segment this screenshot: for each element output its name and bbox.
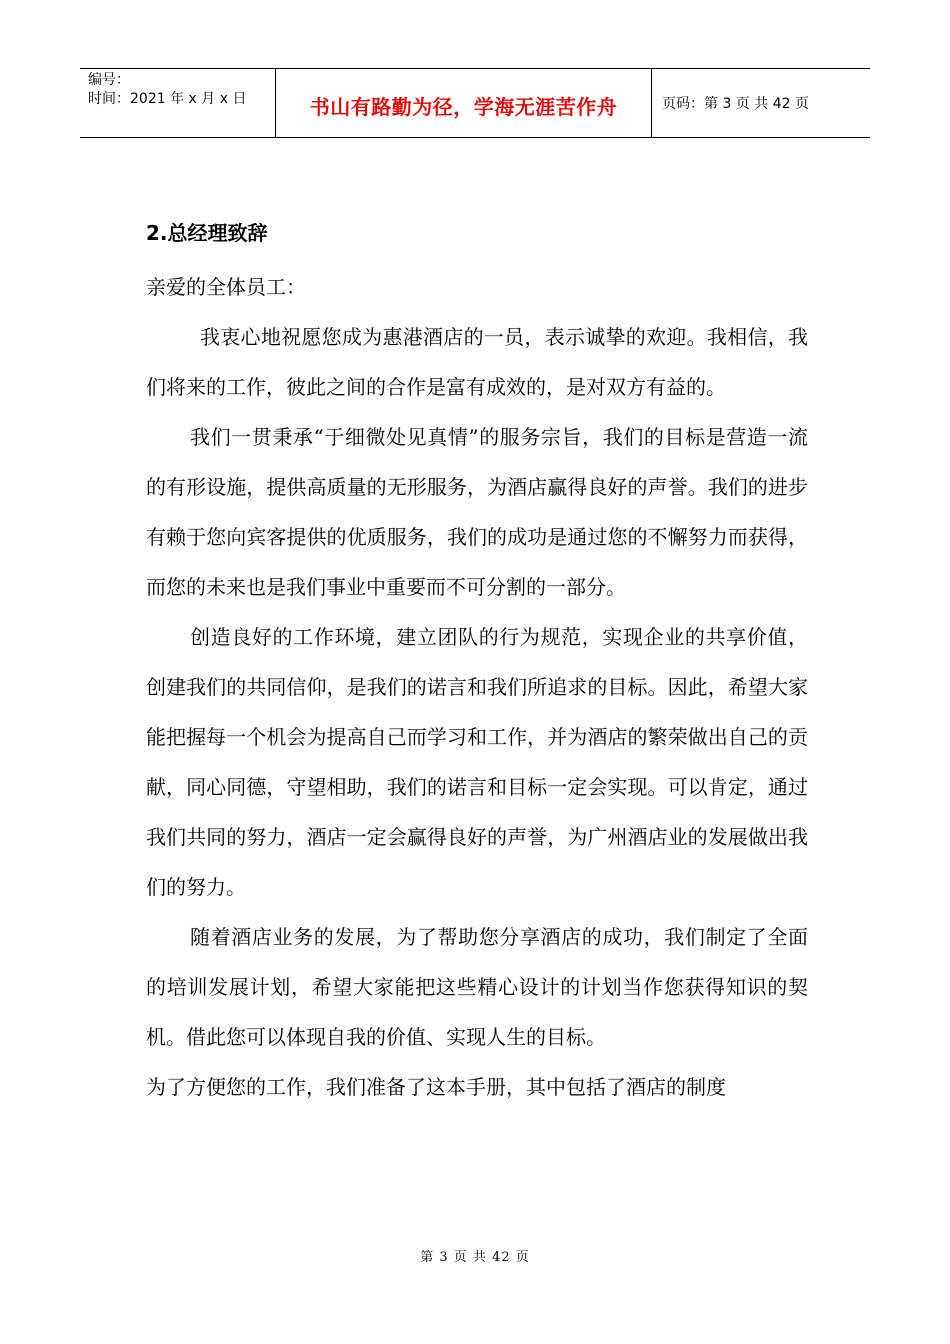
header-meta: [80, 69, 276, 137]
salutation: 亲爱的全体员工：: [146, 275, 306, 299]
paragraph: 随着酒店业务的发展，为了帮助您分享酒店的成功，我们制定了全面的培训发展计划，希望大家能把这些精心设计的计划当作您获得知识的契机。借此您可以体现自我的价值、实现人生的目标。: [146, 925, 808, 1049]
page-footer: 第 3 页 共 42 页: [420, 1250, 530, 1265]
paragraph: 为了方便您的工作，我们准备了这本手册，其中包括了酒店的制度: [146, 1075, 726, 1099]
document-number-label: 编号：: [88, 72, 130, 88]
header-page-info: 页码：第 3 页 共 42 页: [662, 96, 809, 112]
paragraph: 我衷心地祝愿您成为惠港酒店的一员，表示诚挚的欢迎。我相信，我们将来的工作，彼此之间的合作是富有成效的，是对双方有益的。: [146, 325, 808, 399]
document-time-label: 时间：2021 年 x 月 x 日: [88, 91, 247, 107]
document-body: [146, 212, 808, 1112]
header-motto-cell: [276, 69, 652, 137]
paragraph: 我们一贯秉承“于细微处见真情”的服务宗旨，我们的目标是营造一流的有形设施，提供高质量的无形服务，为酒店赢得良好的声誉。我们的进步有赖于您向宾客提供的优质服务，我们的成功是通过您的不懈努力而获得，而您的未来也是我们事业中重要而不可分割的一部分。: [146, 425, 808, 599]
section-title: 2.总经理致辞: [146, 221, 268, 245]
header-motto: 书山有路勤为径，学海无涯苦作舟: [309, 94, 618, 119]
paragraph: 创造良好的工作环境，建立团队的行为规范，实现企业的共享价值，创建我们的共同信仰，是我们的诺言和我们所追求的目标。因此，希望大家能把握每一个机会为提高自己而学习和工作，并为酒店的繁荣做出自己的贡献，同心同德，守望相助，我们的诺言和目标一定会实现。可以肯定，通过我们共同的努力，酒店一定会赢得良好的声誉，为广州酒店业的发展做出我们的努力。: [146, 625, 808, 899]
page-header: [80, 68, 870, 138]
